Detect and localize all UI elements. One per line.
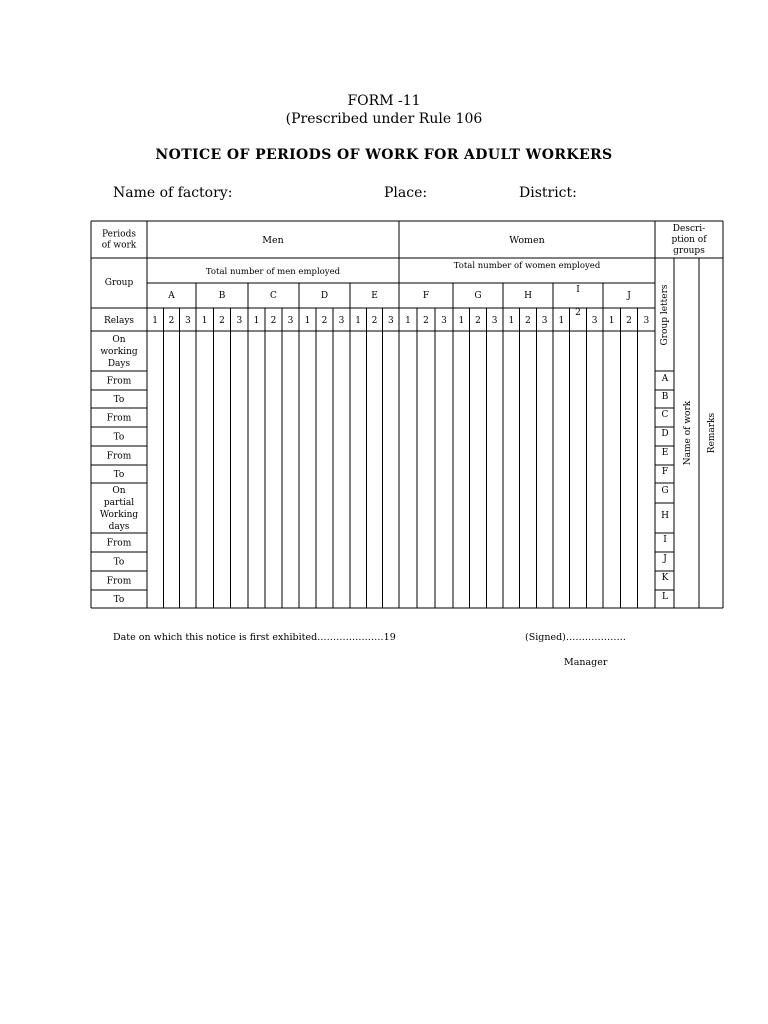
relay-number: 2	[423, 316, 429, 326]
group-column-header: C	[270, 291, 277, 301]
relay-number: 3	[184, 316, 191, 326]
group-column-header: G	[474, 291, 482, 301]
group-letter: D	[661, 429, 669, 439]
relay-number: 2	[219, 316, 225, 326]
row-label: From	[106, 538, 132, 549]
prescribed-rule: (Prescribed under Rule 106	[285, 111, 483, 127]
relay-number: 2	[475, 316, 481, 326]
place-label: Place:	[384, 185, 428, 201]
group-column-header: B	[218, 291, 226, 301]
factory-name-label: Name of factory:	[113, 185, 233, 201]
district-label: District:	[519, 185, 577, 201]
relay-number: 3	[287, 316, 294, 326]
group-letter: F	[661, 467, 669, 477]
description-of-groups-header: Descri-	[672, 224, 706, 235]
signed-line: (Signed)……………….	[525, 632, 626, 643]
women-header: Women	[509, 235, 545, 246]
row-label: To	[113, 395, 125, 406]
men-total-header: Total number of men employed	[205, 267, 341, 277]
row-label: From	[106, 576, 132, 587]
relay-number: 2	[270, 316, 277, 326]
relay-number: 3	[643, 316, 650, 326]
row-label: Working	[99, 510, 139, 521]
remarks-label: Remarks	[707, 412, 717, 454]
relay-number: 3	[338, 316, 345, 326]
relay-number: 1	[253, 316, 260, 326]
relay-number: 3	[591, 316, 598, 326]
relay-number: 3	[236, 316, 243, 326]
group-letter: G	[661, 486, 669, 496]
relay-number: 1	[405, 316, 411, 326]
relays-label: Relays	[103, 316, 135, 326]
row-label: To	[113, 595, 125, 606]
group-column-header: E	[371, 291, 378, 301]
relay-number: 1	[458, 316, 465, 326]
row-label: Days	[107, 359, 131, 370]
row-label: From	[106, 413, 132, 424]
group-label: Group	[104, 278, 134, 288]
group-letter: J	[663, 554, 667, 564]
description-of-groups-header: ption of	[671, 235, 707, 246]
relay-number: 2	[575, 308, 581, 318]
row-label: days	[108, 522, 130, 533]
women-total-header: Total number of women employed	[453, 261, 601, 271]
row-label: On	[112, 486, 126, 497]
relay-number: 2	[321, 316, 328, 326]
relay-number: 1	[152, 316, 159, 326]
group-column-header: F	[422, 291, 430, 301]
relay-number: 2	[168, 316, 175, 326]
group-letter: C	[661, 410, 669, 420]
relay-number: 1	[558, 316, 565, 326]
row-label: working	[100, 347, 138, 358]
row-label: To	[113, 557, 125, 568]
relay-number: 2	[626, 316, 632, 326]
group-column-header: H	[524, 291, 532, 301]
relay-number: 1	[608, 316, 615, 326]
relay-number: 3	[541, 316, 548, 326]
row-label: partial	[103, 498, 135, 509]
name-of-work-label: Name of work	[683, 400, 693, 466]
group-letter: I	[663, 535, 667, 545]
relay-number: 1	[355, 316, 362, 326]
group-column-header: D	[320, 291, 329, 301]
description-of-groups-header: groups	[673, 246, 705, 257]
row-label: From	[106, 376, 132, 387]
group-letter: K	[661, 573, 669, 583]
group-letter: H	[661, 511, 669, 521]
row-label: On	[112, 335, 126, 346]
form-number: FORM -11	[347, 93, 421, 109]
relay-number: 1	[201, 316, 208, 326]
group-column-header: I	[576, 285, 580, 295]
relay-number: 3	[387, 316, 394, 326]
page-title: NOTICE OF PERIODS OF WORK FOR ADULT WORKERS	[155, 147, 613, 163]
relay-number: 2	[371, 316, 378, 326]
group-column-header: A	[168, 291, 175, 301]
relay-number: 3	[441, 316, 447, 326]
periods-of-work-header: of work	[101, 240, 137, 251]
group-letter: A	[661, 374, 669, 384]
relay-number: 2	[525, 316, 531, 326]
group-column-header: J	[627, 291, 631, 301]
men-header: Men	[262, 235, 284, 246]
periods-of-work-header: Periods	[102, 229, 136, 240]
manager-label: Manager	[564, 657, 608, 668]
relay-number: 1	[304, 316, 311, 326]
row-label: To	[113, 470, 125, 481]
group-letters-label: Group letters	[660, 284, 670, 346]
date-exhibited-line: Date on which this notice is first exhibited…………………19	[113, 632, 396, 643]
row-label: To	[113, 432, 125, 443]
row-label: From	[106, 451, 132, 462]
group-letter: L	[662, 592, 668, 602]
relay-number: 3	[491, 316, 498, 326]
relay-number: 1	[508, 316, 515, 326]
group-letter: E	[661, 448, 669, 458]
group-letter: B	[661, 392, 669, 402]
